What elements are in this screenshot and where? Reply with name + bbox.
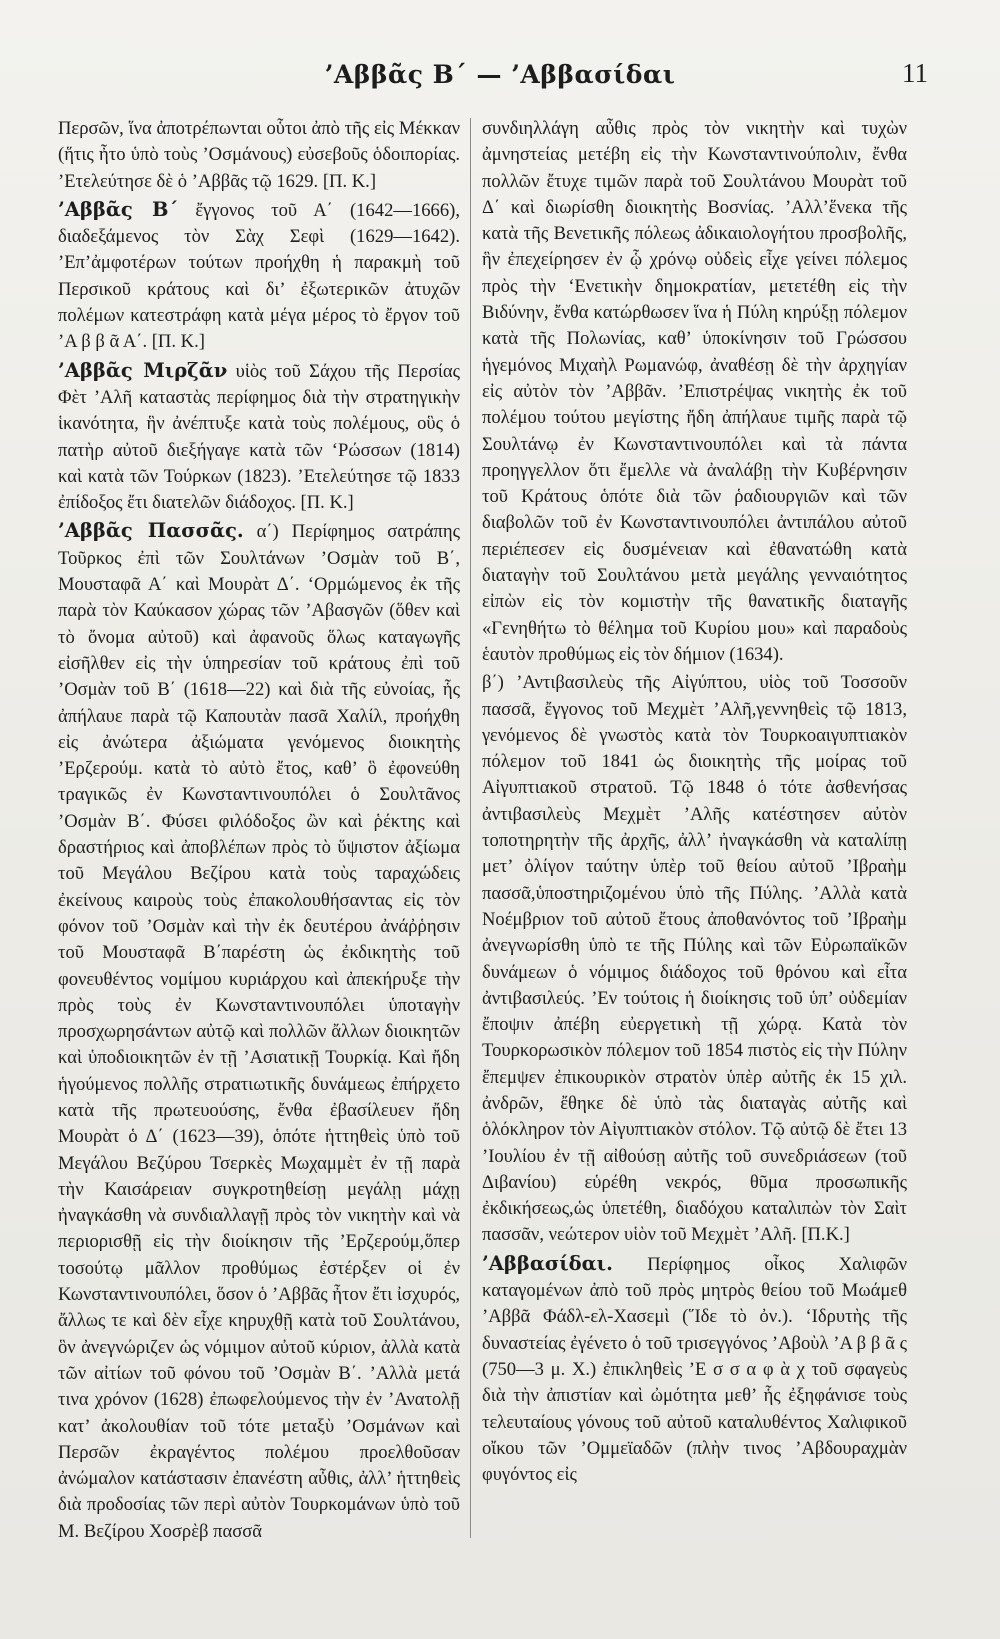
entry-text: υἱὸς τοῦ Σάχου τῆς Περσίας Φὲτ ’Αλῆ καταστὰς περίφημος διὰ τὴν στρατηγικὴν ἱκανότητα, ἣν ἀνέπτυξε κατὰ τοὺς πολέμους, οὓς ὁ πατὴρ αὐτοῦ διεξήγαγε κατὰ τῶν ‘Ρώσσων (1814) καὶ κατὰ τῶν Τούρκων (1823). ’Ετελεύτησε τῷ 1833 ἐπίδοξος ἔτι διατελῶν διάδοχος. [Π. Κ.]: [58, 360, 460, 514]
page-number: 11: [902, 58, 928, 88]
running-title: ’Αββᾶς Β΄ — ’Αββασίδαι: [324, 60, 676, 89]
entry-text: β΄) ’Αντιβασιλεὺς τῆς Αἰγύπτου, υἱὸς τοῦ Τοσσοῦν πασσᾶ, ἔγγονος τοῦ Μεχμὲτ ’Αλῆ,γεννηθεὶς τῷ 1813, γενόμενος δὲ γνωστὸς κατὰ τὸν Τουρκοαιγυπτιακὸν πόλεμον τοῦ 1841 ὡς διοικητὴς τῆς μοίρας τοῦ Αἰγυπτιακοῦ στρατοῦ. Τῷ 1848 ὁ τότε ἀσθενήσας ἀντιβασιλεὺς Μεχμὲτ ’Αλῆς κατέστησεν αὐτὸν τοποτηρητὴν τῆς ἀρχῆς, ἀλλ’ ἠναγκάσθη νὰ καταλίπῃ μετ’ ὀλίγον ταύτην ὑπὲρ τοῦ θείου αὐτοῦ ’Ιβραὴμ πασσᾶ,ὑποστηριζομένου ὑπὸ τῆς Πύλης. ’Αλλὰ κατὰ Νοέμβριον τοῦ αὐτοῦ ἔτους ἀποθανόντος τοῦ ’Ιβραὴμ ἀνεγνωρίσθη ὑπὸ τε τῆς Πύλης καὶ τῶν Εὐρωπαϊκῶν δυνάμεων ὁ νόμιμος διάδοχος τοῦ θρόνου καὶ εἶτα ἀντιβασιλεύς. ’Εν τούτοις ἡ διοίκησις τοῦ ὑπ’ οὐδεμίαν ἔποψιν ἀπέβη εὐεργετικὴ τῇ χώρᾳ. Κατὰ τὸν Τουρκορωσικὸν πόλεμον τοῦ 1854 πιστὸς εἰς τὴν Πύλην ἔπεμψεν ἐπικουρικὸν στρατὸν ὑπὲρ αὐτῆς ἐκ 15 χιλ. ἀνδρῶν, ἔθηκε δὲ ὑπὸ τὰς διαταγὰς αὐτῆς καὶ ὁλόκληρον τὸν Αἰγυπτιακὸν στόλον. Τῷ αὐτῷ δὲ ἔτει 13 ’Ιουλίου ἐν τῇ αἰθούσῃ αὐτῆς τοῦ συνεδριάσεων (τοῦ Διβανίου) εὑρέθη νεκρός, θῦμα προσωπικῆς ἐκδικήσεως,ὡς ὑπετέθη, διαδόχου καταλιπὼν τὸν Σαὶτ πασσᾶν, νεώτερον υἱὸν τοῦ Μεχμὲτ ’Αλῆ. [Π.Κ.]: [482, 672, 907, 1246]
entry-text: συνδιηλλάγη αὖθις πρὸς τὸν νικητὴν καὶ τυχὼν ἀμνηστείας μετέβη εἰς τὴν Κωνσταντινούπολιν, ἔνθα πολλῶν ἔτυχε τιμῶν παρὰ τοῦ Σουλτάνου Μουρὰτ τοῦ Δ΄ καὶ διωρίσθη διοικητὴς Βοσνίας. ’Αλλ’ἕνεκα τῆς κατὰ τῆς Βενετικῆς πόλεως ἀδικαιολογήτου προσβολῆς, ἣν ἐπεχείρησεν ἐν ᾧ χρόνῳ οὐδεὶς εἶχε γείνει πόλεμος πρὸς τὴν ‘Ενετικὴν δημοκρατίαν, μετετέθη εἰς τὴν Βιδύνην, ἔνθα κατώρθωσεν ἵνα ἡ Πύλη κηρύξῃ πόλεμον κατὰ τῆς Πολωνίας, καθ’ ὑποκίνησιν τοῦ Γρώσσου ἡγεμόνος Μιχαὴλ Ρωμανώφ, ἀναθέσῃ δὲ τὴν ἀρχηγίαν εἰς αὐτὸν τὸν ’Αββᾶν. ’Επιστρέψας νικητὴς ἐκ τοῦ πολέμου τούτου μεγίστης ἤδη ἀπήλαυε τιμῆς παρὰ τῷ Σουλτάνῳ ἐν Κωνσταντινουπόλει καὶ τὰ πάντα προηγγελλον ὅτι ἔμελλε νὰ ἀναλάβῃ τὴν Κυβέρνησιν τοῦ Κράτους ὁπότε διὰ τῶν ῥαδιουργιῶν καὶ τῶν διαβολῶν τοῦ ἐν Κωνσταντινουπόλει ἀντιπάλου αὐτοῦ περιέπεσεν εἰς δυσμένειαν καὶ ἐθανατώθη κατὰ διαταγὴν τοῦ Σουλτάνου μετὰ μεγάλης γενναιότητος εἰπὼν εἰς τὸν κομιστὴν τῆς θανατικῆς διαταγῆς «Γενηθήτω τὸ θέλημα τοῦ Κυρίου μου» καὶ παραδοὺς ἑαυτὸν προθύμως εἰς τὸν δήμιον (1634).: [482, 118, 907, 665]
entry-text: Περίφημος οἶκος Χαλιφῶν καταγομένων ἀπὸ τοῦ πρὸς μητρὸς θείου τοῦ Μωάμεθ ’Αββᾶ Φάδλ-ελ-Χασεμὶ (῞Ιδε τὸ ὀν.). ‘Ιδρυτὴς τῆς δυναστείας ἐγένετο ὁ τοῦ τρισεγγόνος ’Αβοὺλ ’Α β β ᾶ ς (750—3 μ. Χ.) ἐπικληθεὶς ’Ε σ σ α φ ὰ χ τοῦ σφαγεὺς διὰ τὴν ἀπιστίαν καὶ ὠμότητα μεθ’ ἧς ἐξηφάνισε τοὺς τελευταίους γόνους τοῦ αὐτοῦ καταλυθέντος Χαλιφικοῦ οἴκου τῶν ’Ομμεϊαδῶν (πλὴν τινος ’Αβδουραχμὰν φυγόντος εἰς: [482, 1253, 907, 1486]
entry-text: ἔγγονος τοῦ Α΄ (1642—1666), διαδεξάμενος τὸν Σὰχ Σεφὶ (1629—1642). ’Επ’ἀμφοτέρων τούτων προήχθη ἡ παρακμὴ τοῦ Περσικοῦ κράτους καὶ δι’ ἐξωτερικῶν ἀτυχῶν πολέμων κατεστράφη κατὰ μέγα μέρος τὸ ἔργον τοῦ ’Α β β ᾶ Α΄. [Π. Κ.]: [58, 199, 460, 353]
entry-abbasids: [482, 1251, 907, 1489]
right-column: [482, 116, 907, 1488]
entry-abbas-pasha-b: [482, 670, 907, 1249]
entry-headword: ’Αββασίδαι.: [482, 1251, 613, 1275]
entry-text: α΄) Περίφημος σατράπης Τοῦρκος ἐπὶ τῶν Σουλτάνων ’Οσμὰν τοῦ Β΄, Μουσταφᾶ Α΄ καὶ Μουρὰτ Δ΄. ‘Ορμώμενος ἐκ τῆς παρὰ τὸν Καύκασον χώρας τῶν ’Αβασγῶν (ὅθεν καὶ τὸ ὄνομα αὐτοῦ) καὶ ἀφανοῦς ὅλως καταγωγῆς εἰσῆλθεν εἰς τὴν ὑπηρεσίαν τοῦ κράτους ἐπὶ τοῦ ’Οσμὰν τοῦ Β΄ (1618—22) καὶ διὰ τῆς εὐνοίας, ἧς ἀπήλαυε παρὰ τῷ Καπουτὰν πασᾶ Χαλίλ, προήχθη εἰς ἀνώτερα ἀξιώματα γενόμενος διοικητὴς ’Ερζερούμ. κατὰ τὸ αὐτὸ ἔτος, καθ’ ὃ ἐφονεύθη τραγικῶς ἐν Κωνσταντινουπόλει ὁ Σουλτᾶνος ’Οσμὰν Β΄. Φύσει φιλόδοξος ὢν καὶ ῥέκτης καὶ δραστήριος καὶ ἀποβλέπων πρὸς τὸ ὕψιστον ἀξίωμα τοῦ Μεγάλου Βεζίρου κατὰ τοὺς ταραχώδεις ἐκείνους καιροὺς τοὺς ἐπακολουθήσαντας εἰς τὸν φόνον τοῦ ’Οσμὰν καὶ τὴν ἐκ δευτέρου ἀνάῤῥησιν τοῦ Μουσταφᾶ Β΄παρέστη ὡς ἐκδικητὴς τοῦ φονευθέντος νομίμου κυριάρχου καὶ ἀπεκήρυξε τὴν πρὸς τοὺς ἐν Κωνσταντινουπόλει ὑποταγὴν προσχωρησάντων αὐτῷ καὶ πολλῶν ἄλλων διοικητῶν καὶ ὑποδιοικητῶν ἐν τῇ ’Ασιατικῇ Τουρκίᾳ. Καὶ ἤδη ἡγούμενος πολλῆς στρατιωτικῆς δυνάμεως ἐπήρχετο κατὰ τῆς πρωτευούσης, ἔνθα ἐβασίλευεν ἤδη Μουρὰτ ὁ Δ΄ (1623—39), ὁπότε ἡττηθεὶς ὑπὸ τοῦ Μεγάλου Βεζύρου Τσερκὲς Μωχαμμὲτ ἐν τῇ παρὰ τὴν Καισάρειαν συγκροτηθείσῃ μεγάλῃ μάχῃ ἠναγκάσθη νὰ συνδιαλλαγῇ πρὸς τὸν νικητὴν καὶ νὰ περιορισθῇ εἰς τὴν διοίκησιν τῆς ’Ερζερούμ,ὅπερ τοσούτῳ μᾶλλον προθύμως ἐστέρξεν οἱ ἐν Κωνσταντινουπόλει, ὅσον ὁ ’Αββᾶς ἦτον ἔτι ἰσχυρός, ἄλλως τε καὶ δὲν εἶχε κηρυχθῇ κατὰ τοῦ Σουλτάνου, ὃν ἀνεγνώριζεν ὡς νόμιμον αὐτοῦ κύριον, ἀλλὰ κατὰ τῶν αἰτίων τοῦ φόνου τοῦ ’Οσμὰν Β΄. ’Αλλὰ μετά τινα χρόνον (1628) ἐπωφελούμενος τὴν ἐν ’Ανατολῇ κατ’ ἀκολουθίαν τοῦ τότε μεταξὺ ’Οσμάνων καὶ Περσῶν ἐκραγέντος πολέμου προελθοῦσαν ἀνώμαλον κατάστασιν ἐπανέστη αὖθις, ἀλλ’ ἡττηθεὶς διὰ προδοσίας τῶν περὶ αὐτὸν Τουρκομάνων ὑπὸ τοῦ Μ. Βεζίρου Χοσρὲβ πασσᾶ: [58, 521, 461, 1542]
entry-continuation: [482, 116, 907, 668]
entry-headword: ’Αββᾶς Β΄: [58, 197, 179, 221]
column-divider: [470, 118, 471, 1538]
entry-abbas-mirza: [58, 358, 460, 517]
entry-headword: ’Αββᾶς Μιρζᾶν: [58, 358, 228, 382]
entry-headword: ’Αββᾶς Πασσᾶς.: [58, 519, 244, 543]
entry-continuation: [58, 116, 460, 195]
entry-abbas-pasha: [58, 518, 460, 1545]
entry-text: Περσῶν, ἵνα ἀποτρέπωνται οὗτοι ἀπὸ τῆς εἰς Μέκκαν (ἥτις ἦτο ὑπὸ τοὺς ’Οσμάνους) εὐσεβοῦς ὁδοιπορίας. ’Ετελεύτησε δὲ ὁ ’Αββᾶς τῷ 1629. [Π. Κ.]: [58, 118, 460, 192]
running-header: [0, 52, 1000, 100]
entry-abbas-b: [58, 197, 460, 356]
left-column: [58, 116, 460, 1545]
